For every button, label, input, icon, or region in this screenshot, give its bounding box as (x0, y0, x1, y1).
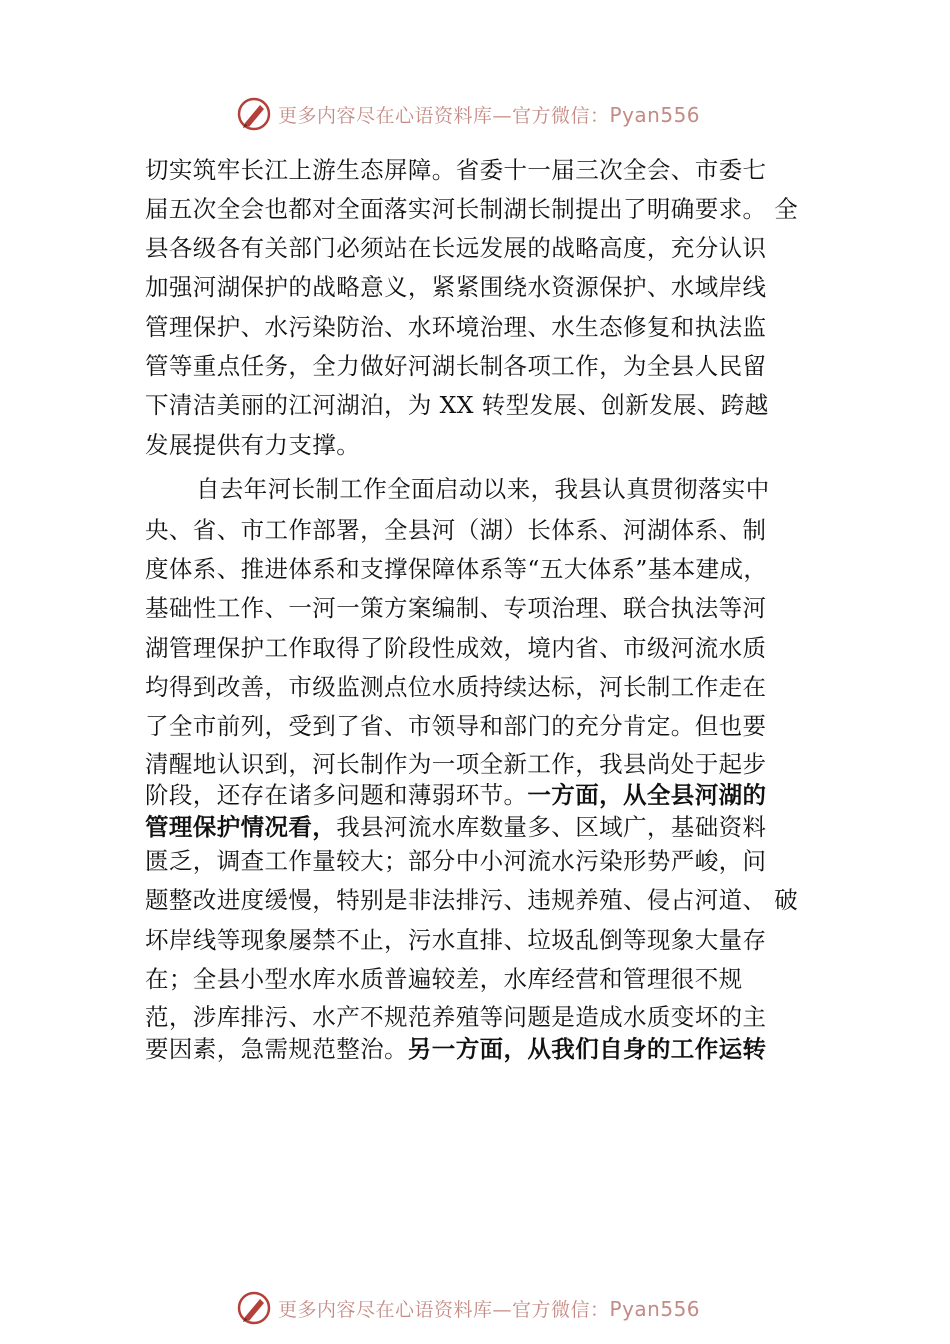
paragraph-line: 范，涉库排污、水产不规范养殖等问题是造成水质变坏的主 (145, 1003, 767, 1031)
banner-slogan: 更多内容尽在心语资料库—官方微信： (278, 104, 610, 127)
paragraph-line: 加强河湖保护的战略意义，紧紧围绕水资源保护、水域岸线 (145, 273, 767, 301)
paragraph-line: 在；全县小型水库水质普遍较差，水库经营和管理很不规 (145, 965, 743, 993)
paragraph-line: 央、省、市工作部署，全县河（湖）长体系、河湖体系、制 (145, 516, 767, 544)
paragraph-line: 均得到改善，市级监测点位水质持续达标，河长制工作走在 (145, 673, 767, 701)
bold-heading: 管理保护情况看， (145, 813, 337, 841)
banner-text (278, 1295, 700, 1322)
paragraph-line: 匮乏，调查工作量较大；部分中小河流水污染形势严峻，问 (145, 847, 767, 875)
paragraph-line: 坏岸线等现象屡禁不止，污水直排、垃圾乱倒等现象大量存 (145, 926, 767, 954)
paragraph-line: 自去年河长制工作全面启动以来，我县认真贯彻落实中 (196, 475, 770, 503)
paragraph-line (145, 780, 766, 810)
paragraph-line: 清醒地认识到，河长制作为一项全新工作，我县尚处于起步 (145, 750, 767, 778)
paragraph-line: 了全市前列，受到了省、市领导和部门的充分肯定。但也要 (145, 712, 767, 740)
line-text: 要因素，急需规范整治。 (145, 1035, 408, 1063)
paragraph-line: 题整改进度缓慢，特别是非法排污、违规养殖、侵占河道、 破 (145, 886, 799, 914)
footer-banner (236, 1288, 756, 1328)
paragraph-line: 发展提供有力支撑。 (145, 431, 361, 459)
paragraph-line: 下清洁美丽的江河湖泊，为 XX 转型发展、创新发展、跨越 (145, 391, 769, 419)
pen-logo-icon (236, 96, 272, 132)
header-banner (236, 94, 756, 134)
banner-text (278, 101, 700, 128)
bold-heading: 一方面，从全县河湖的 (527, 781, 767, 809)
bold-heading: 另一方面，从我们自身的工作运转 (407, 1035, 767, 1063)
paragraph-line: 届五次全会也都对全面落实河长制湖长制提出了明确要求。 全 (145, 195, 799, 223)
paragraph-line: 湖管理保护工作取得了阶段性成效，境内省、市级河流水质 (145, 634, 767, 662)
paragraph-line: 度体系、推进体系和支撑保障体系等“五大体系”基本建成， (145, 555, 768, 583)
banner-slogan: 更多内容尽在心语资料库—官方微信： (278, 1298, 610, 1321)
paragraph-line: 切实筑牢长江上游生态屏障。省委十一届三次全会、市委七 (145, 156, 767, 184)
line-text: 阶段，还存在诸多问题和薄弱环节。 (145, 781, 528, 809)
paragraph-line: 管理保护、水污染防治、水环境治理、水生态修复和执法监 (145, 313, 767, 341)
paragraph-line: 基础性工作、一河一策方案编制、专项治理、联合执法等河 (145, 594, 767, 622)
line-text: 我县河流水库数量多、区域广，基础资料 (336, 813, 767, 841)
paragraph-line: 县各级各有关部门必须站在长远发展的战略高度，充分认识 (145, 234, 767, 262)
wechat-id: Pyan556 (609, 1296, 701, 1321)
paragraph-line (145, 812, 766, 842)
pen-logo-icon (236, 1290, 272, 1326)
wechat-id: Pyan556 (609, 102, 701, 127)
paragraph-line: 管等重点任务，全力做好河湖长制各项工作，为全县人民留 (145, 352, 767, 380)
paragraph-line (145, 1034, 766, 1064)
